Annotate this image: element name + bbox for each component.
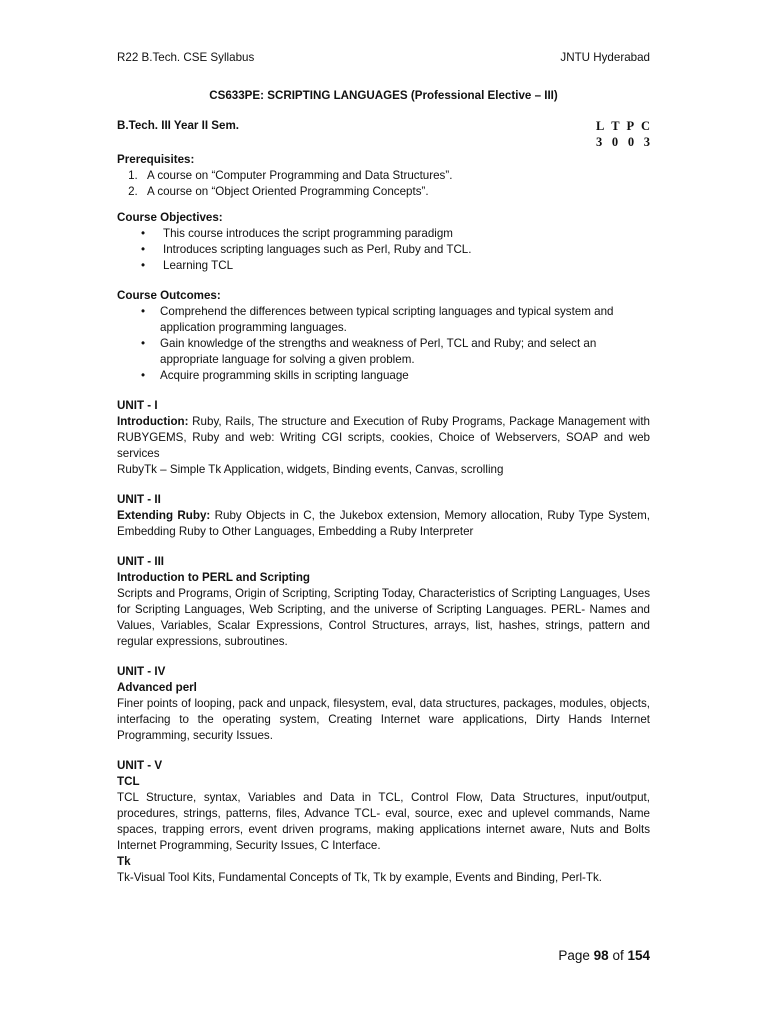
unit-subheading: Advanced perl [117,681,197,694]
ltpc-values [596,134,650,150]
unit-heading: UNIT - I [117,399,158,412]
unit-4-section [117,664,650,744]
objectives-list [117,226,650,274]
prerequisites-list [117,168,650,200]
unit-lead: Extending Ruby: [117,509,211,522]
list-item: 2. A course on “Object Oriented Programming Concepts”. [141,184,650,200]
unit-text: Scripts and Programs, Origin of Scripting, Scripting Today, Characteristics of Scripting Languages, Uses for Scripting Languages, Web Scripting, and the universe of Scripting Languages. PERL- Names and Values, Variables, Scalar Expressions, Control Structures, arrays, list, hashes, strings, pattern and regular expressions, subroutines. [117,587,650,648]
unit-3-section [117,554,650,650]
header-right: JNTU Hyderabad [560,51,650,64]
list-item: 1. A course on “Computer Programming and Data Structures”. [141,168,650,184]
unit-subheading-2: Tk [117,855,131,868]
unit-2-section [117,492,650,540]
unit-heading: UNIT - II [117,493,161,506]
ltpc-value: 3 [596,135,603,149]
list-item: • Comprehend the differences between typical scripting languages and typical system and application programming languages. [141,304,650,336]
outcomes-list [117,304,650,384]
unit-heading: UNIT - III [117,555,165,568]
page-footer [558,948,650,964]
footer-page-word: Page [558,948,590,963]
semester-row [117,118,650,150]
ltpc-value: 0 [627,135,635,149]
list-item: • This course introduces the script programming paradigm [141,226,650,242]
footer-total-pages: 154 [627,948,650,963]
ltpc-label: P [626,119,635,133]
list-item: • Introduces scripting languages such as Perl, Ruby and TCL. [141,242,650,258]
outcomes-section [117,288,650,384]
unit-text [117,414,650,462]
ltpc-label: L [596,119,605,133]
unit-subheading: TCL [117,775,140,788]
header-left: R22 B.Tech. CSE Syllabus [117,51,255,64]
ltpc-label: C [640,119,650,133]
list-item: • Acquire programming skills in scripting language [141,368,650,384]
outcomes-heading: Course Outcomes: [117,289,221,302]
footer-page-number: 98 [593,948,609,963]
unit-text [117,508,650,540]
unit-text-2: RubyTk – Simple Tk Application, widgets, Binding events, Canvas, scrolling [117,463,504,476]
unit-body: Ruby Objects in C, the Jukebox extension, Memory allocation, Ruby Type System, Embedding Ruby to Other Languages, Embedding a Ruby Interpreter [117,509,651,538]
objectives-section [117,210,650,274]
unit-subheading: Introduction to PERL and Scripting [117,571,311,584]
footer-of-word: of [612,948,624,963]
course-title: CS633PE: SCRIPTING LANGUAGES (Professional Elective – III) [209,89,558,102]
ltpc-labels [596,118,650,134]
unit-text: Finer points of looping, pack and unpack, filesystem, eval, data structures, packages, modules, objects, interfacing to the operating system, Creating Internet ware applications, Dirty Hands Internet Programming, security Issues. [117,697,650,742]
ltpc-value: 3 [643,135,650,149]
unit-1-section [117,398,650,478]
unit-heading: UNIT - V [117,759,163,772]
ltpc-label: T [611,119,620,133]
prerequisites-section [117,152,650,200]
objectives-heading: Course Objectives: [117,211,223,224]
unit-lead: Introduction: [117,415,189,428]
unit-body: Ruby, Rails, The structure and Execution of Ruby Programs, Package Management with RUBYGEMS, Ruby and web: Writing CGI scripts, cookies, Choice of Webservers, SOAP and web services [117,415,650,460]
list-item: • Learning TCL [141,258,650,274]
unit-heading: UNIT - IV [117,665,166,678]
syllabus-page [117,50,650,886]
unit-5-section [117,758,650,886]
unit-text: TCL Structure, syntax, Variables and Data in TCL, Control Flow, Data Structures, input/output, procedures, strings, patterns, files, Advance TCL- eval, source, exec and uplevel commands, Name spaces, trapping errors, event driven programs, making applications internet aware, Nuts and Bolts Internet Programming, Security Issues, C Interface. [117,791,650,852]
ltpc-value: 0 [611,135,619,149]
prerequisites-heading: Prerequisites: [117,153,195,166]
ltpc-table [596,118,650,150]
page-header [117,50,650,68]
list-item: • Gain knowledge of the strengths and weakness of Perl, TCL and Ruby; and select an appropriate language for solving a given problem. [141,336,650,368]
unit-text-2: Tk-Visual Tool Kits, Fundamental Concepts of Tk, Tk by example, Events and Binding, Perl-Tk. [117,871,603,884]
semester-label: B.Tech. III Year II Sem. [117,119,240,132]
